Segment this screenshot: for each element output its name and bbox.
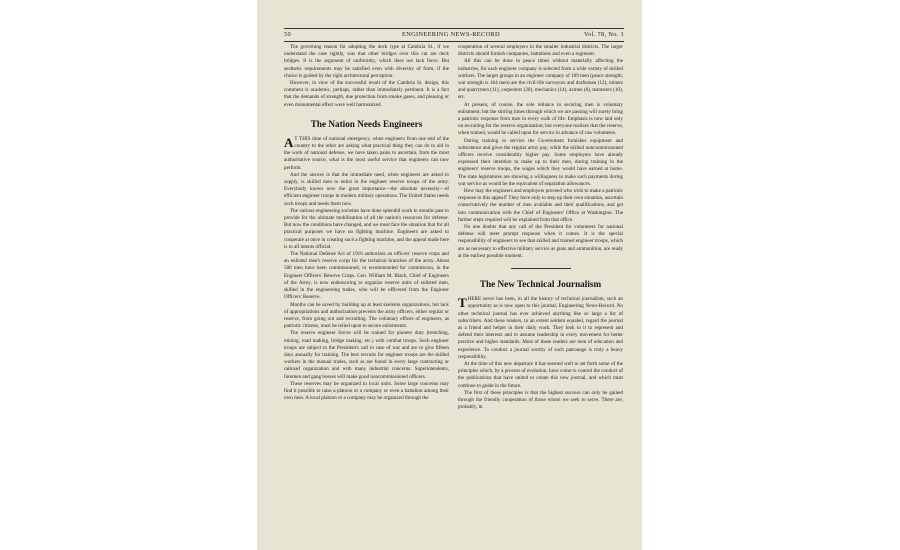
paragraph: Months can be saved by building up at least skeleton organizations, but lack of appropriations and authorization prevents the army officers, either regular or reserve, from going out and recruiting. The voluntary efforts of engineers, as patriotic citizens, must be relied upon to secure enlistments. [284, 301, 449, 330]
page-number: 50 [284, 31, 291, 38]
drop-cap: A [284, 134, 294, 150]
article-title: The Nation Needs Engineers [310, 118, 423, 129]
paragraph: The National Defense Act of 1916 authorizes an officers' reserve corps and an enlisted men's reserve corps for the technical branches of the army. About 500 men have been commissioned, or recommended for commission, in the Engineer Officers' Reserve Corps. Gen. William M. Black, Chief of Engineers of the Army, is now endeavoring to organize reserve units of enlisted men, skilled in the engineering trades, who will be officered from the Engineer Officers' Reserve. [284, 251, 449, 301]
paragraph: However, in view of the successful result of the Cambria St. design, this comment is academic, perhaps, rather than immediately pertinent. It is a fact that the demands of strength, due protection from smoke gases, and pleasing or even monumental effect were well harmonized. [284, 80, 449, 108]
paragraph: The governing reason for adopting the deck type at Cambria St., if we understand the case rightly, was that other bridges over this cut are deck bridges. It is the argument of uniformity, which does not lack force. But aesthetic requirements may be satisfied even with diversity of form, if the choice is guided by the right architectural perception. [284, 44, 449, 79]
paragraph: How may the engineers and employers proceed who wish to make a patriotic response to this appeal? They have only to step up their own situation, ascertain conservatively the number of men available and their qualifications, and get into communication with the Chief of Engineers' Office at Washington. The further steps required will be explained from that office. [458, 188, 623, 223]
paragraph: These reserves may be organized in local units. Some large concerns may find it possible to raise a platoon or a company or even a battalion among their own men. A local platoon or a company may be organized through the [284, 380, 449, 402]
article-title: The New Technical Journalism [479, 279, 602, 290]
paragraph: At present, of course, the sole reliance in securing men is voluntary enlistment; but the stirring times through which we are passing will surely bring a patriotic response from men in every walk of life. Emphasis is now laid only on recruiting for the reserve organization; but everyone realizes that the reserve, when trained, would be called upon for service in advance of raw volunteers. [458, 101, 623, 137]
paragraph: The first of these principles is that the highest success can only be gained through the friendly cooperation of those whom we seek to serve. There are, probably, in [458, 389, 623, 411]
paragraph: The various engineering societies have done splendid work in months past to provide for the ultimate mobilization of all the nation's resources for defense. But now the conditions have changed, and we must face the situation that for all practical purposes we have no fighting machine. Engineers are asked to cooperate at once in creating such a fighting machine, and the appeal made here is to all intents official. [284, 207, 449, 250]
lead-paragraph: A T THIS time of national emergency, when engineers from one end of the country to the other are asking what practical thing they can do to aid in the work of national defense, we have taken pains to ascertain, from the most authoritative source, what is the most useful service that engineers can now perform. [284, 134, 449, 171]
paragraph: The reserve engineer forces will be trained for pioneer duty (trenching, mining, road making, bridge making, etc.) with combat troops. Such engineer troops are subject to the President's call in case of war and are to give fifteen days annually for training. The best recruits for engineer troops are the skilled workers in the manual trades, such as are found in every large contracting or railroad organization and with many industrial concerns. Superintendents, foremen and gang bosses will make good noncommissioned officers. [284, 330, 449, 380]
lead-paragraph: THERE never has been, in all the history of technical journalism, such an opportunity as is now open to this journal, Engineering News-Record. No other technical journal has ever achieved anything like so large a list of subscribers. And these readers, to an extent seldom equaled, regard the journal as a friend and helper in their daily work. They look to it to represent and defend their interests and to assume leadership in every movement for better practice and higher standards. Most of these readers are men of education and experience. To conduct a journal worthy of such patronage is truly a heavy responsibility. [458, 295, 623, 360]
volume-number: Vol. 78, No. 1 [584, 31, 624, 38]
column-right [458, 44, 623, 550]
paragraph: During training or service the Government furnishes equipment and subsistence and gives the regular army pay, while the skilled noncommissioned officers receive considerably higher pay. Some employers have already expressed their intention to make up to their men, during training in the engineers' reserve troops, the wages which they would have earned at home. The state legislatures are showing a willingness to make such payments during war service as would be the equivalent of separation allowances. [458, 137, 623, 187]
newspaper-page [257, 0, 642, 550]
journal-title: ENGINEERING NEWS-RECORD [402, 31, 500, 38]
drop-cap: T [458, 295, 467, 311]
paragraph: No one doubts that any call of the President for volunteers for national defense will meet prompt response when it comes. It is the special responsibility of engineers to see that skilled and trained engineer troops, which are as necessary to effective military service as guns and ammunition, are ready at the earliest possible moment. [458, 224, 623, 259]
column-left [284, 44, 449, 550]
paragraph: At the time of this new departure it has seemed well to set forth some of the principles which, by a process of evolution, have come to control the conduct of the publications that have united to create this new journal, and which must continue to guide in the future. [458, 360, 623, 389]
paragraph: All this can be done in peace times without materially affecting the industries, for each engineer company is selected from a wide variety of skilled workers. The larger groups in an engineer company of 109 men (peace strength; war strength is 164 men) are the civil-life surveyors and draftsmen (12), miners and quarrymen (11), carpenters (20), mechanics (14), axmen (8), teamsters (10), etc. [458, 58, 623, 101]
paragraph: cooperation of several employers in the smaller industrial districts. The larger districts should furnish companies, battalions and even a regiment. [458, 44, 623, 58]
section-divider [511, 268, 571, 269]
page-header [284, 28, 624, 42]
paragraph: And the answer is that the immediate need, when engineers are asked to supply, is skilled men to enlist in the engineer reserve troops of the army. Everybody knows now the great importance—the absolute necessity—of efficient engineer troops in modern military operations. The United States needs such troops and needs them now. [284, 171, 449, 207]
